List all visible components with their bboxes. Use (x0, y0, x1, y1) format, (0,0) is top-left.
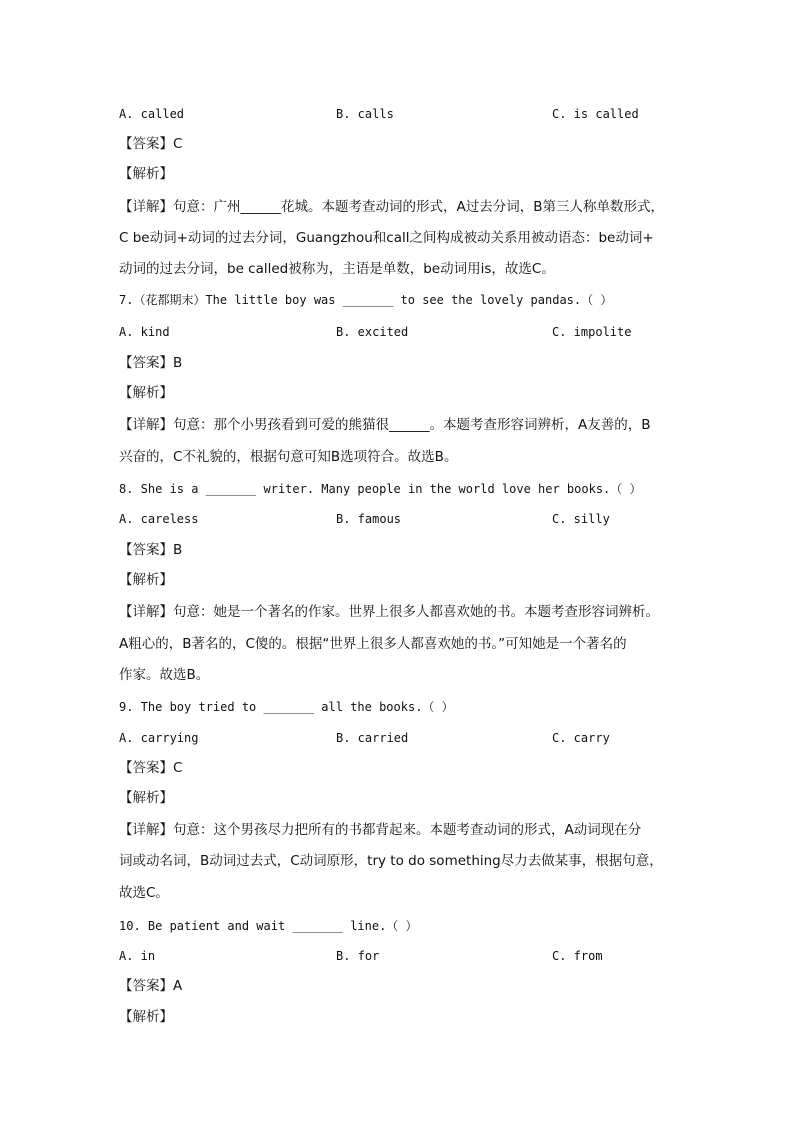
q6-detail-line-3: 动词的过去分词，be called被称为，主语是单数，be动词用is，故选C。 (119, 261, 555, 277)
q9-detail-line-1: 【详解】句意：这个男孩尽力把所有的书都背起来。本题考查动词的形式，A动词现在分 (119, 822, 642, 838)
q10-analysis-heading: 【解析】 (119, 1009, 173, 1025)
q6-answer: 【答案】C (119, 136, 183, 152)
q6-detail-line-2: C be动词+动词的过去分词，Guangzhou和call之间构成被动关系用被动语态：be动词+ (119, 230, 654, 246)
q8-analysis-heading: 【解析】 (119, 572, 173, 588)
q9-option-a: A. carrying (119, 731, 199, 745)
q7-detail-line-2: 兴奋的，C不礼貌的，根据句意可知B选项符合。故选B。 (119, 449, 458, 465)
q7-option-a: A. kind (119, 325, 170, 339)
q7-option-c: C. impolite (552, 325, 632, 339)
q10-option-c: C. from (552, 949, 603, 963)
q7-analysis-heading: 【解析】 (119, 385, 173, 401)
q7-answer: 【答案】B (119, 355, 183, 371)
q9-option-b: B. carried (336, 731, 409, 745)
q8-question: 8. She is a _______ writer. Many people in the world love her books.（ ） (119, 482, 642, 496)
q7-question: 7.（花都期末）The little boy was _______ to see the lovely pandas.（ ） (119, 293, 613, 307)
q10-question: 10. Be patient and wait _______ line.（ ） (119, 919, 418, 933)
q6-option-a: A. called (119, 107, 185, 121)
q8-option-c: C. silly (552, 512, 610, 526)
q8-option-a: A. careless (119, 512, 199, 526)
q9-detail-line-2: 词或动名词，B动词过去式，C动词原形，try to do something尽力去做某事，根据句意， (119, 853, 663, 869)
q7-option-b: B. excited (336, 325, 409, 339)
q10-option-a: A. in (119, 949, 156, 963)
q10-answer: 【答案】A (119, 978, 183, 994)
q8-detail-line-2: A粗心的，B著名的，C傻的。根据“世界上很多人都喜欢她的书。”可知她是一个著名的 (119, 636, 627, 652)
q9-question: 9. The boy tried to _______ all the books.（ ） (119, 700, 454, 714)
q8-answer: 【答案】B (119, 542, 183, 558)
q9-answer: 【答案】C (119, 760, 183, 776)
q6-detail-line-1: 【详解】句意：广州______花城。本题考查动词的形式，A过去分词，B第三人称单数形式， (119, 199, 664, 215)
q9-detail-line-3: 故选C。 (119, 885, 169, 901)
q8-detail-line-3: 作家。故选B。 (119, 667, 210, 683)
q8-detail-line-1: 【详解】句意：她是一个著名的作家。世界上很多人都喜欢她的书。本题考查形容词辨析。 (119, 604, 659, 620)
q6-option-b: B. calls (336, 107, 394, 121)
q6-option-c: C. is called (552, 107, 639, 121)
q9-analysis-heading: 【解析】 (119, 790, 173, 806)
q7-detail-line-1: 【详解】句意：那个小男孩看到可爱的熊猫很______。本题考查形容词辨析，A友善的，B (119, 417, 651, 433)
q8-option-b: B. famous (336, 512, 402, 526)
q9-option-c: C. carry (552, 731, 610, 745)
q6-analysis-heading: 【解析】 (119, 166, 173, 182)
q10-option-b: B. for (336, 949, 380, 963)
